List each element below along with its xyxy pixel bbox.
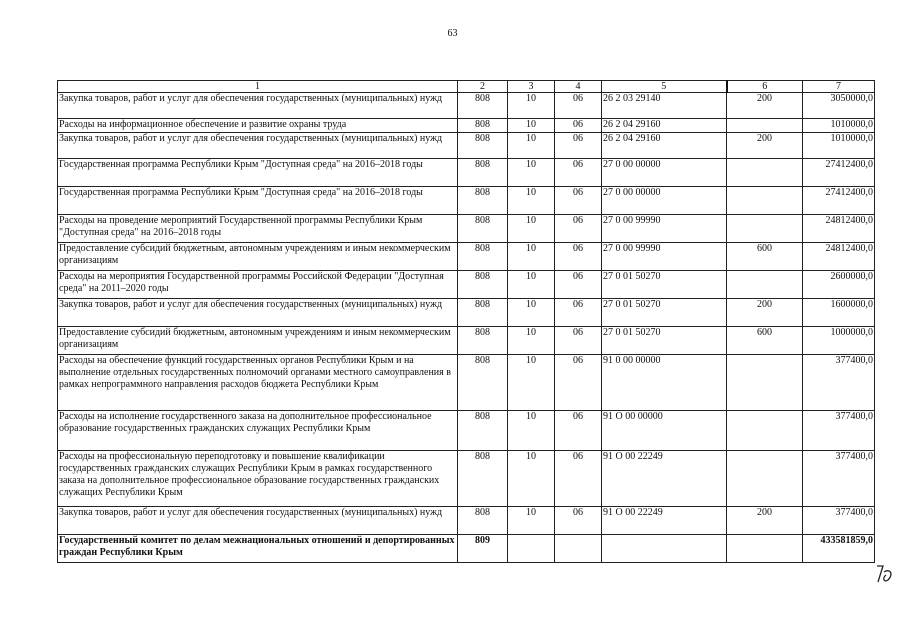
table-row <box>58 93 875 119</box>
expense-type-cell: 200 <box>727 299 803 327</box>
amount-cell: 1600000,0 <box>803 299 875 327</box>
section-cell: 10 <box>508 93 555 119</box>
section-cell: 10 <box>508 507 555 535</box>
expense-type-cell <box>727 215 803 243</box>
subsection-cell: 06 <box>555 327 602 355</box>
subsection-cell: 06 <box>555 507 602 535</box>
admin-code-cell: 809 <box>458 535 508 563</box>
target-article-cell: 27 0 00 99990 <box>602 243 727 271</box>
amount-cell: 1000000,0 <box>803 327 875 355</box>
budget-table <box>57 80 875 563</box>
amount-cell: 27412400,0 <box>803 187 875 215</box>
section-cell: 10 <box>508 271 555 299</box>
expense-type-cell <box>727 451 803 507</box>
expense-type-cell <box>727 159 803 187</box>
amount-cell: 1010000,0 <box>803 119 875 133</box>
table-row <box>58 355 875 411</box>
row-name-cell: Государственная программа Республики Крым "Доступная среда" на 2016–2018 годы <box>58 159 458 187</box>
subsection-cell: 06 <box>555 451 602 507</box>
table-row <box>58 187 875 215</box>
expense-type-cell <box>727 411 803 451</box>
section-cell: 10 <box>508 119 555 133</box>
amount-cell: 377400,0 <box>803 355 875 411</box>
amount-cell: 27412400,0 <box>803 159 875 187</box>
admin-code-cell: 808 <box>458 133 508 159</box>
row-name-cell: Предоставление субсидий бюджетным, автономным учреждениям и иным некоммерческим организациям <box>58 327 458 355</box>
section-cell: 10 <box>508 133 555 159</box>
admin-code-cell: 808 <box>458 93 508 119</box>
admin-code-cell: 808 <box>458 159 508 187</box>
amount-cell: 377400,0 <box>803 451 875 507</box>
column-header: 5 <box>602 81 727 93</box>
handwritten-signature <box>874 560 896 588</box>
column-header: 6 <box>727 81 803 93</box>
table-row <box>58 133 875 159</box>
row-name-cell: Закупка товаров, работ и услуг для обеспечения государственных (муниципальных) нужд <box>58 507 458 535</box>
row-name-cell: Предоставление субсидий бюджетным, автономным учреждениям и иным некоммерческим организациям <box>58 243 458 271</box>
row-name-cell: Государственный комитет по делам межнациональных отношений и депортированных граждан Республики Крым <box>58 535 458 563</box>
subsection-cell: 06 <box>555 93 602 119</box>
subsection-cell <box>555 535 602 563</box>
subsection-cell: 06 <box>555 271 602 299</box>
admin-code-cell: 808 <box>458 243 508 271</box>
section-cell <box>508 535 555 563</box>
subsection-cell: 06 <box>555 299 602 327</box>
table-row <box>58 299 875 327</box>
admin-code-cell: 808 <box>458 451 508 507</box>
admin-code-cell: 808 <box>458 299 508 327</box>
table-row <box>58 451 875 507</box>
row-name-cell: Расходы на исполнение государственного заказа на дополнительное профессиональное образование государственных гражданских служащих Республики Крым <box>58 411 458 451</box>
page-number: 63 <box>447 28 458 39</box>
admin-code-cell: 808 <box>458 355 508 411</box>
section-cell: 10 <box>508 451 555 507</box>
target-article-cell: 27 0 01 50270 <box>602 327 727 355</box>
section-cell: 10 <box>508 243 555 271</box>
amount-cell: 24812400,0 <box>803 243 875 271</box>
expense-type-cell <box>727 271 803 299</box>
subsection-cell: 06 <box>555 159 602 187</box>
table-row <box>58 271 875 299</box>
column-header: 7 <box>803 81 875 93</box>
target-article-cell: 27 0 00 00000 <box>602 159 727 187</box>
target-article-cell: 91 О 00 00000 <box>602 411 727 451</box>
table-row <box>58 215 875 243</box>
expense-type-cell: 600 <box>727 327 803 355</box>
expense-type-cell: 200 <box>727 93 803 119</box>
target-article-cell: 91 О 00 22249 <box>602 507 727 535</box>
column-header: 4 <box>555 81 602 93</box>
subsection-cell: 06 <box>555 133 602 159</box>
table-row <box>58 119 875 133</box>
admin-code-cell: 808 <box>458 327 508 355</box>
row-name-cell: Расходы на обеспечение функций государственных органов Республики Крым и на выполнение отдельных государственных полномочий органами местного самоуправления в рамках непрограммного направления расходов бюджета Республики Крым <box>58 355 458 411</box>
row-name-cell: Расходы на профессиональную переподготовку и повышение квалификации государственных гражданских служащих Республики Крым в рамках государственного заказа на дополнительное профессиональное образование государственных гражданских служащих Республики Крым <box>58 451 458 507</box>
target-article-cell: 26 2 04 29160 <box>602 119 727 133</box>
expense-type-cell <box>727 535 803 563</box>
admin-code-cell: 808 <box>458 215 508 243</box>
target-article-cell: 27 0 00 00000 <box>602 187 727 215</box>
row-name-cell: Расходы на мероприятия Государственной программы Российской Федерации "Доступная среда" на 2011–2020 годы <box>58 271 458 299</box>
column-header: 3 <box>508 81 555 93</box>
amount-cell: 1010000,0 <box>803 133 875 159</box>
subsection-cell: 06 <box>555 355 602 411</box>
column-header: 2 <box>458 81 508 93</box>
subsection-cell: 06 <box>555 411 602 451</box>
target-article-cell: 26 2 04 29160 <box>602 133 727 159</box>
expense-type-cell: 200 <box>727 507 803 535</box>
row-name-cell: Закупка товаров, работ и услуг для обеспечения государственных (муниципальных) нужд <box>58 133 458 159</box>
expense-type-cell <box>727 355 803 411</box>
row-name-cell: Расходы на проведение мероприятий Государственной программы Республики Крым "Доступная среда" на 2016–2018 годы <box>58 215 458 243</box>
row-name-cell: Государственная программа Республики Крым "Доступная среда" на 2016–2018 годы <box>58 187 458 215</box>
amount-cell: 377400,0 <box>803 507 875 535</box>
admin-code-cell: 808 <box>458 411 508 451</box>
table-row <box>58 327 875 355</box>
amount-cell: 433581859,0 <box>803 535 875 563</box>
target-article-cell: 91 О 00 22249 <box>602 451 727 507</box>
expense-type-cell: 600 <box>727 243 803 271</box>
expense-type-cell: 200 <box>727 133 803 159</box>
admin-code-cell: 808 <box>458 271 508 299</box>
section-cell: 10 <box>508 215 555 243</box>
admin-code-cell: 808 <box>458 507 508 535</box>
section-cell: 10 <box>508 159 555 187</box>
section-cell: 10 <box>508 411 555 451</box>
amount-cell: 377400,0 <box>803 411 875 451</box>
section-cell: 10 <box>508 355 555 411</box>
target-article-cell: 27 0 01 50270 <box>602 299 727 327</box>
section-cell: 10 <box>508 299 555 327</box>
target-article-cell: 91 0 00 00000 <box>602 355 727 411</box>
expense-type-cell <box>727 187 803 215</box>
row-name-cell: Расходы на информационное обеспечение и развитие охраны труда <box>58 119 458 133</box>
amount-cell: 2600000,0 <box>803 271 875 299</box>
target-article-cell: 27 0 00 99990 <box>602 215 727 243</box>
column-header: 1 <box>58 81 458 93</box>
table-row <box>58 411 875 451</box>
target-article-cell: 27 0 01 50270 <box>602 271 727 299</box>
subsection-cell: 06 <box>555 215 602 243</box>
target-article-cell: 26 2 03 29140 <box>602 93 727 119</box>
admin-code-cell: 808 <box>458 187 508 215</box>
admin-code-cell: 808 <box>458 119 508 133</box>
amount-cell: 24812400,0 <box>803 215 875 243</box>
expense-type-cell <box>727 119 803 133</box>
table-row <box>58 159 875 187</box>
row-name-cell: Закупка товаров, работ и услуг для обеспечения государственных (муниципальных) нужд <box>58 299 458 327</box>
subsection-cell: 06 <box>555 187 602 215</box>
section-cell: 10 <box>508 187 555 215</box>
section-cell: 10 <box>508 327 555 355</box>
table-row <box>58 243 875 271</box>
table-row <box>58 535 875 563</box>
table-header-row <box>58 81 875 93</box>
row-name-cell: Закупка товаров, работ и услуг для обеспечения государственных (муниципальных) нужд <box>58 93 458 119</box>
subsection-cell: 06 <box>555 119 602 133</box>
subsection-cell: 06 <box>555 243 602 271</box>
target-article-cell <box>602 535 727 563</box>
table-row <box>58 507 875 535</box>
amount-cell: 3050000,0 <box>803 93 875 119</box>
